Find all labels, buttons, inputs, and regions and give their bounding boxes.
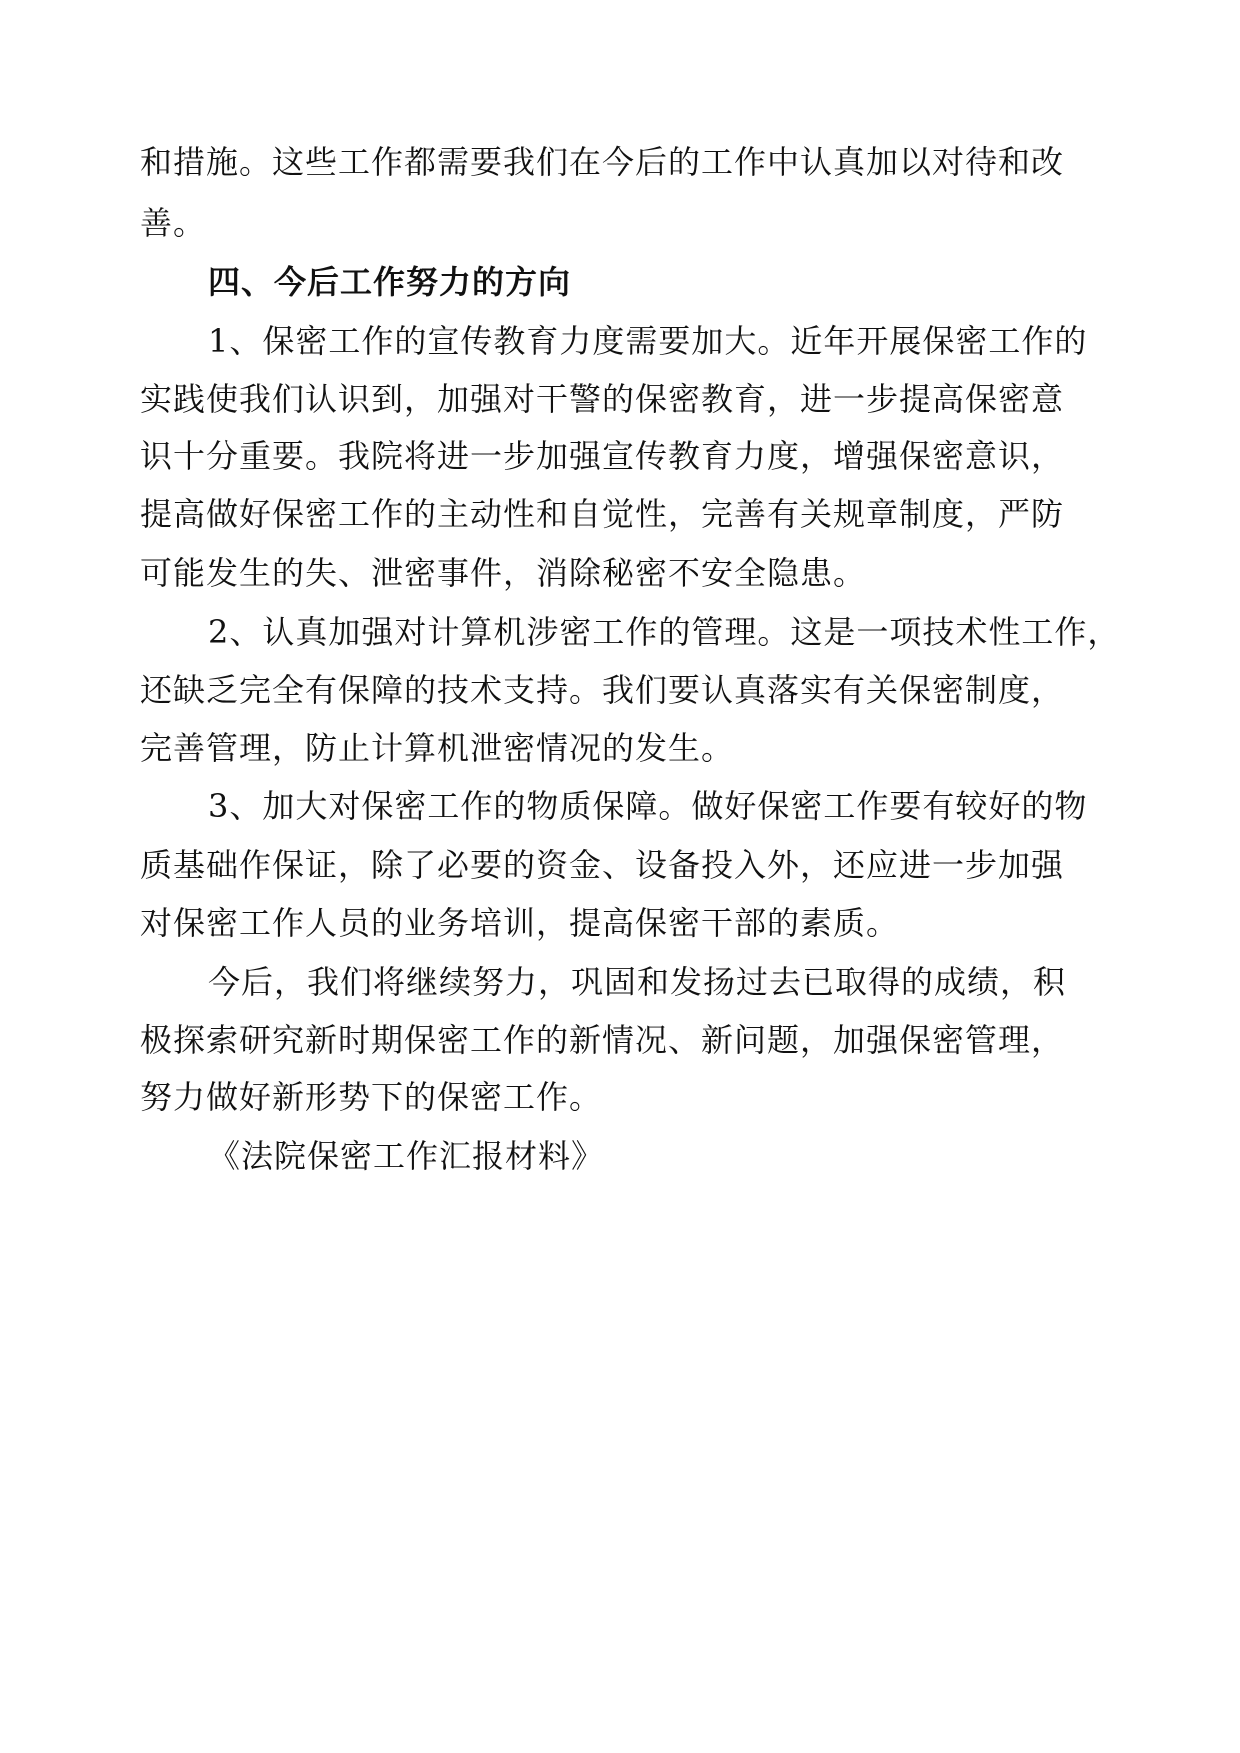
text-line: 1、保密工作的宣传教育力度需要加大。近年开展保密工作的 bbox=[208, 322, 1088, 360]
text-line: 3、加大对保密工作的物质保障。做好保密工作要有较好的物 bbox=[208, 787, 1088, 825]
section-heading: 四、今后工作努力的方向 bbox=[208, 263, 572, 301]
text-line: 2、认真加强对计算机涉密工作的管理。这是一项技术性工作， bbox=[208, 613, 1121, 651]
text-line: 极探索研究新时期保密工作的新情况、新问题，加强保密管理， bbox=[140, 1021, 1065, 1059]
document-title-footer: 《法院保密工作汇报材料》 bbox=[208, 1137, 605, 1175]
text-line: 善。 bbox=[140, 204, 207, 242]
text-line: 识十分重要。我院将进一步加强宣传教育力度，增强保密意识， bbox=[140, 437, 1065, 475]
text-line: 对保密工作人员的业务培训，提高保密干部的素质。 bbox=[140, 904, 900, 942]
text-line: 质基础作保证，除了必要的资金、设备投入外，还应进一步加强 bbox=[140, 846, 1065, 884]
text-line: 可能发生的失、泄密事件，消除秘密不安全隐患。 bbox=[140, 554, 867, 592]
text-line: 今后，我们将继续努力，巩固和发扬过去已取得的成绩，积 bbox=[208, 963, 1067, 1001]
text-line: 实践使我们认识到，加强对干警的保密教育，进一步提高保密意 bbox=[140, 380, 1065, 418]
text-line: 还缺乏完全有保障的技术支持。我们要认真落实有关保密制度， bbox=[140, 671, 1065, 709]
text-line: 和措施。这些工作都需要我们在今后的工作中认真加以对待和改 bbox=[140, 143, 1065, 181]
text-line: 努力做好新形势下的保密工作。 bbox=[140, 1078, 603, 1116]
text-line: 提高做好保密工作的主动性和自觉性，完善有关规章制度，严防 bbox=[140, 495, 1065, 533]
text-line: 完善管理，防止计算机泄密情况的发生。 bbox=[140, 729, 735, 767]
